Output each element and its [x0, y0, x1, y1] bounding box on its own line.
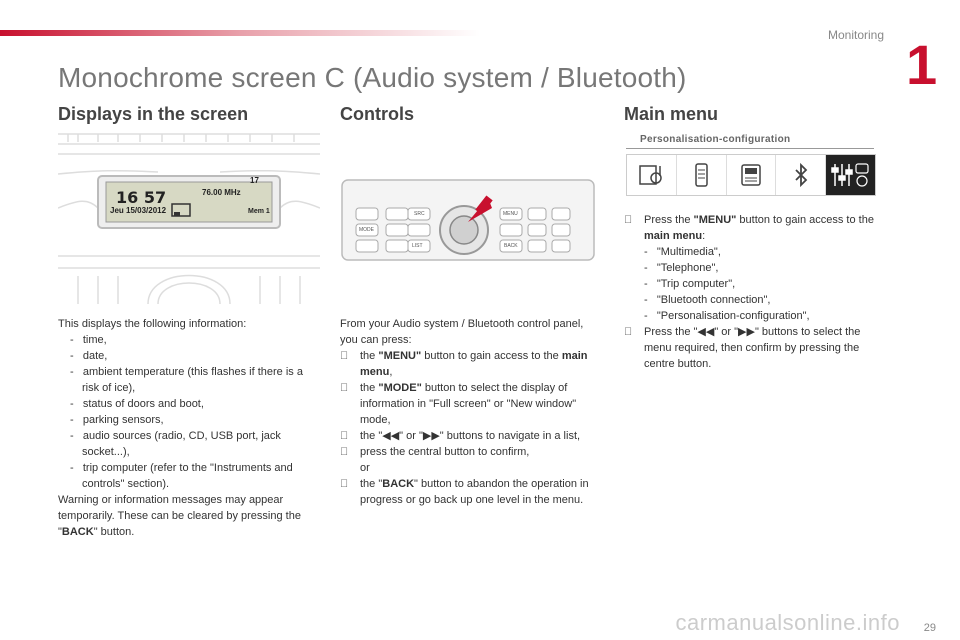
- bluetooth-icon: [786, 160, 816, 190]
- heading-main-menu: Main menu: [624, 104, 719, 124]
- display-item: - date,: [70, 350, 108, 362]
- menu-label: "MENU": [693, 214, 737, 226]
- submenu-item-text: "Personalisation-configuration",: [656, 310, 810, 322]
- submenu-item-text: "Telephone",: [656, 262, 719, 274]
- step-text: Press the: [644, 214, 694, 226]
- display-item-text: audio sources (radio, CD, USB port, jack socket...),: [82, 430, 281, 458]
- header-accent-bar: [0, 30, 480, 36]
- arrow-bullet-icon: [340, 428, 360, 444]
- screen-date: Jeu 15/03/2012: [110, 206, 167, 215]
- car-icon: [168, 202, 198, 218]
- controls-item-text: button to gain access to the: [421, 350, 562, 362]
- controls-item-text: ,: [389, 366, 393, 378]
- back-label: BACK: [382, 478, 415, 490]
- submenu-item-text: "Multimedia",: [656, 246, 721, 258]
- display-item: - audio sources (radio, CD, USB port, jack socket...),: [70, 430, 281, 458]
- display-item-text: trip computer (refer to the "Instruments and controls" section).: [82, 462, 293, 490]
- panel-label-menu: MENU: [503, 211, 518, 217]
- display-item: - trip computer (refer to the "Instruments and controls" section).: [70, 462, 293, 490]
- display-description: [58, 316, 320, 540]
- section-title: Monitoring: [827, 28, 884, 42]
- main-menu-description: [624, 212, 886, 372]
- arrow-bullet-icon: [340, 476, 360, 492]
- note-text-end: " button.: [93, 526, 135, 538]
- display-note: [58, 492, 320, 540]
- screen-memory: Mem 1: [248, 208, 270, 215]
- arrow-bullet-icon: [624, 324, 644, 340]
- menu-divider: [626, 148, 874, 149]
- menu-item-telephone[interactable]: [677, 155, 727, 195]
- panel-label-back: BACK: [504, 243, 518, 249]
- controls-item-text: the: [360, 350, 379, 362]
- submenu-item-text: "Bluetooth connection",: [656, 294, 771, 306]
- controls-intro: From your Audio system / Bluetooth control panel, you can press:: [340, 318, 584, 346]
- step-text: Press the "◀◀" or "▶▶" buttons to select the menu required, then confirm by pressing the centre button.: [644, 326, 861, 370]
- controls-item-text: the ": [360, 478, 383, 490]
- telephone-icon: [686, 160, 716, 190]
- submenu-item: - "Multimedia",: [644, 246, 721, 258]
- menu-item-multimedia[interactable]: [627, 155, 677, 195]
- step-text: :: [702, 230, 706, 242]
- panel-label-src: SRC: [414, 211, 425, 217]
- submenu-item: - "Bluetooth connection",: [644, 294, 771, 306]
- controls-item-text: " button to abandon the operation in progress or go back up one level in the menu.: [360, 478, 589, 506]
- display-item: - parking sensors,: [70, 414, 164, 426]
- display-item-text: parking sensors,: [82, 414, 164, 426]
- display-item: - status of doors and boot,: [70, 398, 204, 410]
- controls-item: [340, 348, 598, 380]
- submenu-item: - "Trip computer",: [644, 278, 736, 290]
- submenu-item: - "Telephone",: [644, 262, 719, 274]
- display-item: - ambient temperature (this flashes if there is a risk of ice),: [70, 366, 303, 394]
- multimedia-icon: [636, 160, 666, 190]
- arrow-bullet-icon: [340, 380, 360, 396]
- arrow-bullet-icon: [624, 212, 644, 228]
- chapter-number: 1: [906, 33, 938, 96]
- controls-item: [340, 428, 598, 444]
- display-intro: This displays the following information:: [58, 318, 247, 330]
- submenu-item-text: "Trip computer",: [656, 278, 736, 290]
- menu-item-personalisation[interactable]: [826, 155, 875, 195]
- arrow-bullet-icon: [340, 444, 360, 460]
- menu-screen-label: Personalisation-configuration: [640, 134, 791, 145]
- menu-item-trip-computer[interactable]: [727, 155, 777, 195]
- controls-item: [340, 476, 598, 508]
- submenu-item: - "Personalisation-configuration",: [644, 310, 810, 322]
- controls-item-text: button to select the display of information in "Full screen" or "New window" mode,: [360, 382, 577, 426]
- mode-label: "MODE": [378, 382, 422, 394]
- display-item-text: date,: [82, 350, 108, 362]
- submenu-list: [624, 244, 886, 324]
- page-number: 29: [923, 622, 936, 634]
- screen-temperature: 17: [250, 176, 259, 185]
- controls-item: [340, 380, 598, 428]
- arrow-bullet-icon: [340, 348, 360, 364]
- main-menu-step: [624, 212, 886, 244]
- settings-icon: [829, 160, 873, 190]
- display-item-text: time,: [82, 334, 107, 346]
- controls-or: or: [360, 462, 370, 474]
- display-item: - time,: [70, 334, 107, 346]
- menu-item-bluetooth[interactable]: [776, 155, 826, 195]
- page-title: Monochrome screen C (Audio system / Bluetooth): [58, 62, 687, 93]
- menu-label: "MENU": [378, 350, 422, 362]
- controls-item: [340, 444, 598, 460]
- panel-label-list: LIST: [412, 243, 423, 249]
- controls-item-text: the "◀◀" or "▶▶" buttons to navigate in a list,: [360, 430, 581, 442]
- control-panel-illustration: [340, 176, 596, 264]
- controls-item-text: the: [360, 382, 379, 394]
- controls-item-text: press the central button to confirm,: [360, 446, 530, 458]
- main-menu-label: main menu: [360, 350, 588, 378]
- screen-frequency: 76.00 MHz: [202, 188, 241, 197]
- note-text: Warning or information messages may appear temporarily. These can be cleared by pressing the ": [58, 494, 301, 538]
- controls-description: [340, 316, 598, 508]
- panel-label-mode: MODE: [359, 227, 374, 233]
- main-menu-label: main menu: [644, 230, 703, 242]
- heading-controls: Controls: [340, 104, 414, 124]
- trip-computer-icon: [736, 160, 766, 190]
- heading-displays: Displays in the screen: [58, 104, 249, 124]
- step-text: button to gain access to the: [736, 214, 874, 226]
- display-item-text: ambient temperature (this flashes if there is a risk of ice),: [82, 366, 303, 394]
- main-menu-bar: [626, 154, 876, 196]
- main-menu-step: [624, 324, 886, 372]
- watermark: carmanualsonline.info: [675, 610, 900, 635]
- display-item-text: status of doors and boot,: [82, 398, 204, 410]
- screen-time: 16 57: [116, 188, 167, 207]
- note-back-label: BACK: [61, 526, 94, 538]
